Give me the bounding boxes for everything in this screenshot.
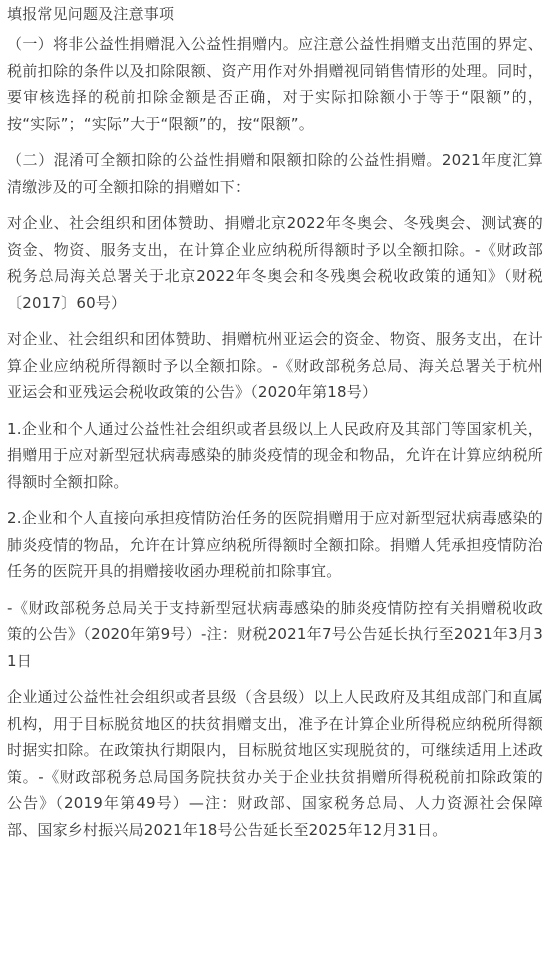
paragraph-non-public-welfare-donation: （一）将非公益性捐赠混入公益性捐赠内。应注意公益性捐赠支出范围的界定、税前扣除的条件以及扣除限额、资产用作对外捐赠视同销售情形的处理。同时，要审核选择的税前扣除金额是否正确，对于实际扣除额小于等于“限额”的，按“实际”；“实际”大于“限额”的，按“限额”。	[7, 35, 543, 133]
paragraph-covid-donation-via-organizations: 1.企业和个人通过公益性社会组织或者县级以上人民政府及其部门等国家机关，捐赠用于应对新型冠状病毒感染的肺炎疫情的现金和物品，允许在计算应纳税所得额时全额扣除。	[7, 419, 543, 491]
article-body	[0, 1, 551, 843]
paragraph-beijing-olympics: 对企业、社会组织和团体赞助、捐赠北京2022年冬奥会、冬残奥会、测试赛的资金、物资、服务支出，在计算企业应纳税所得额时予以全额扣除。-《财政部税务总局海关总署关于北京2022年冬奥会和冬残奥会税收政策的通知》（财税〔2017〕60号）	[7, 214, 543, 312]
article-title: 填报常见问题及注意事项	[7, 5, 175, 23]
paragraph-full-vs-limited-deduction: （二）混淆可全额扣除的公益性捐赠和限额扣除的公益性捐赠。2021年度汇算清缴涉及的可全额扣除的捐赠如下：	[7, 151, 543, 196]
paragraph-poverty-alleviation-donation: 企业通过公益性社会组织或者县级（含县级）以上人民政府及其组成部门和直属机构，用于目标脱贫地区的扶贫捐赠支出，准予在计算企业所得税应纳税所得额时据实扣除。在政策执行期限内，目标脱贫地区实现脱贫的，可继续适用上述政策。-《财政部税务总局国务院扶贫办关于企业扶贫捐赠所得税税前扣除政策的公告》（2019年第49号）—注：财政部、国家税务总局、人力资源社会保障部、国家乡村振兴局2021年18号公告延长至2025年12月31日。	[7, 688, 543, 839]
paragraph-hangzhou-asian-games: 对企业、社会组织和团体赞助、捐赠杭州亚运会的资金、物资、服务支出，在计算企业应纳税所得额时予以全额扣除。-《财政部税务总局、海关总署关于杭州亚运会和亚残运会税收政策的公告》（2020年第18号）	[7, 330, 543, 401]
paragraph-covid-direct-donation-to-hospitals: 2.企业和个人直接向承担疫情防治任务的医院捐赠用于应对新型冠状病毒感染的肺炎疫情的物品，允许在计算应纳税所得额时全额扣除。捐赠人凭承担疫情防治任务的医院开具的捐赠接收函办理税前扣除事宜。	[7, 509, 543, 580]
paragraph-covid-policy-reference: -《财政部税务总局关于支持新型冠状病毒感染的肺炎疫情防控有关捐赠税收政策的公告》（2020年第9号）-注：财税2021年7号公告延长执行至2021年3月31日	[7, 598, 543, 670]
